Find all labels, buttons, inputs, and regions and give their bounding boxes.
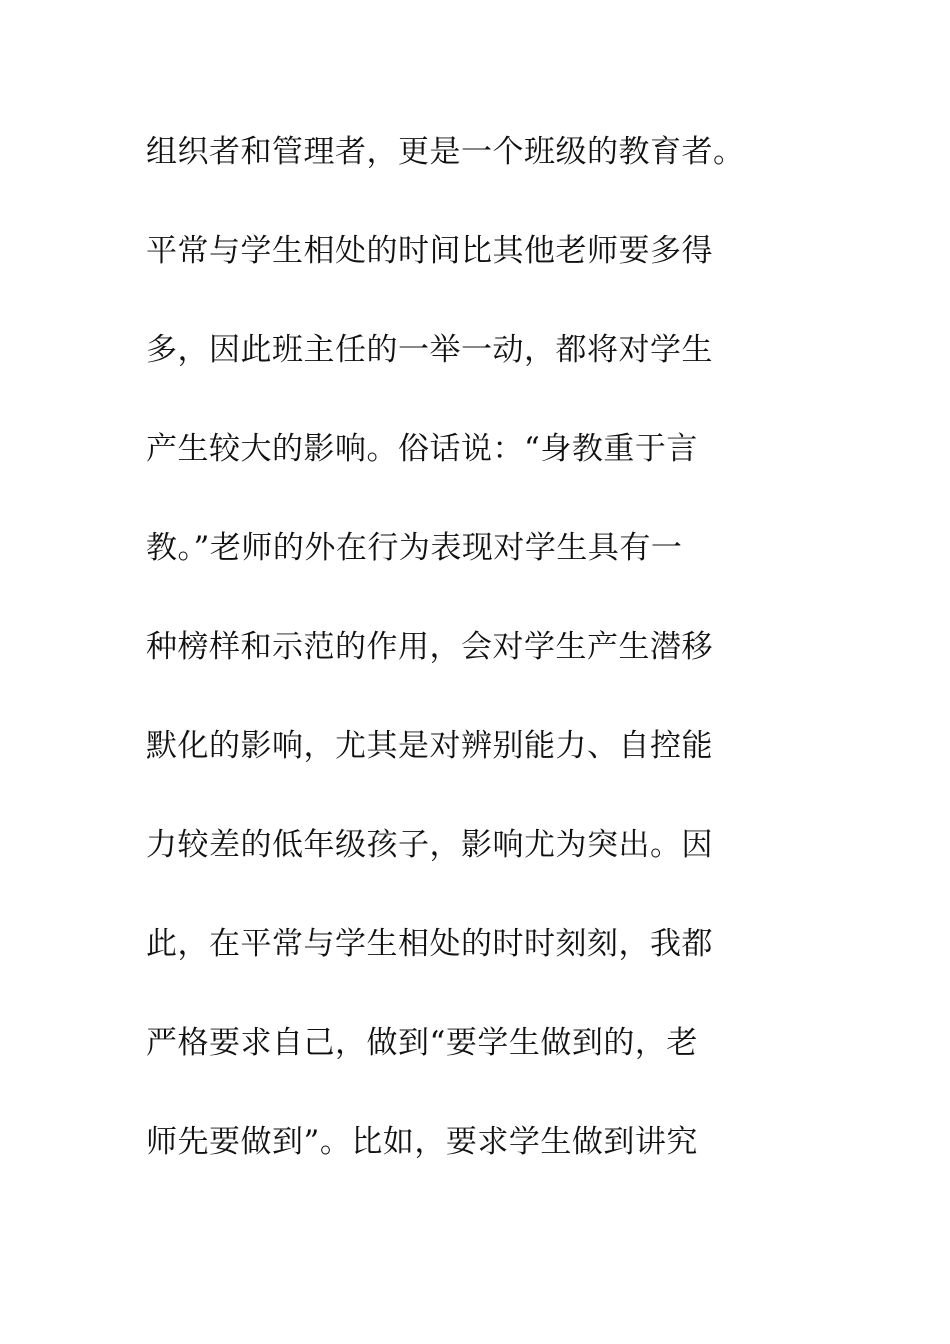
text-line: 种榜样和示范的作用，会对学生产生潜移 bbox=[146, 629, 713, 665]
text-line: 严格要求自己，做到“要学生做到的，老 bbox=[146, 1025, 698, 1061]
text-line: 此，在平常与学生相处的时时刻刻，我都 bbox=[146, 926, 713, 962]
text-line: 力较差的低年级孩子，影响尤为突出。因 bbox=[146, 827, 713, 863]
text-line: 组织者和管理者，更是一个班级的教育者。 bbox=[146, 134, 745, 170]
text-line: 师先要做到”。比如，要求学生做到讲究 bbox=[146, 1124, 698, 1160]
text-line: 平常与学生相处的时间比其他老师要多得 bbox=[146, 233, 713, 269]
text-line: 多，因此班主任的一举一动，都将对学生 bbox=[146, 332, 713, 368]
text-line: 教。”老师的外在行为表现对学生具有一 bbox=[146, 530, 683, 566]
body-text bbox=[146, 127, 826, 1216]
text-line: 默化的影响，尤其是对辨别能力、自控能 bbox=[146, 728, 713, 764]
text-line: 产生较大的影响。俗话说：“身教重于言 bbox=[146, 431, 698, 467]
